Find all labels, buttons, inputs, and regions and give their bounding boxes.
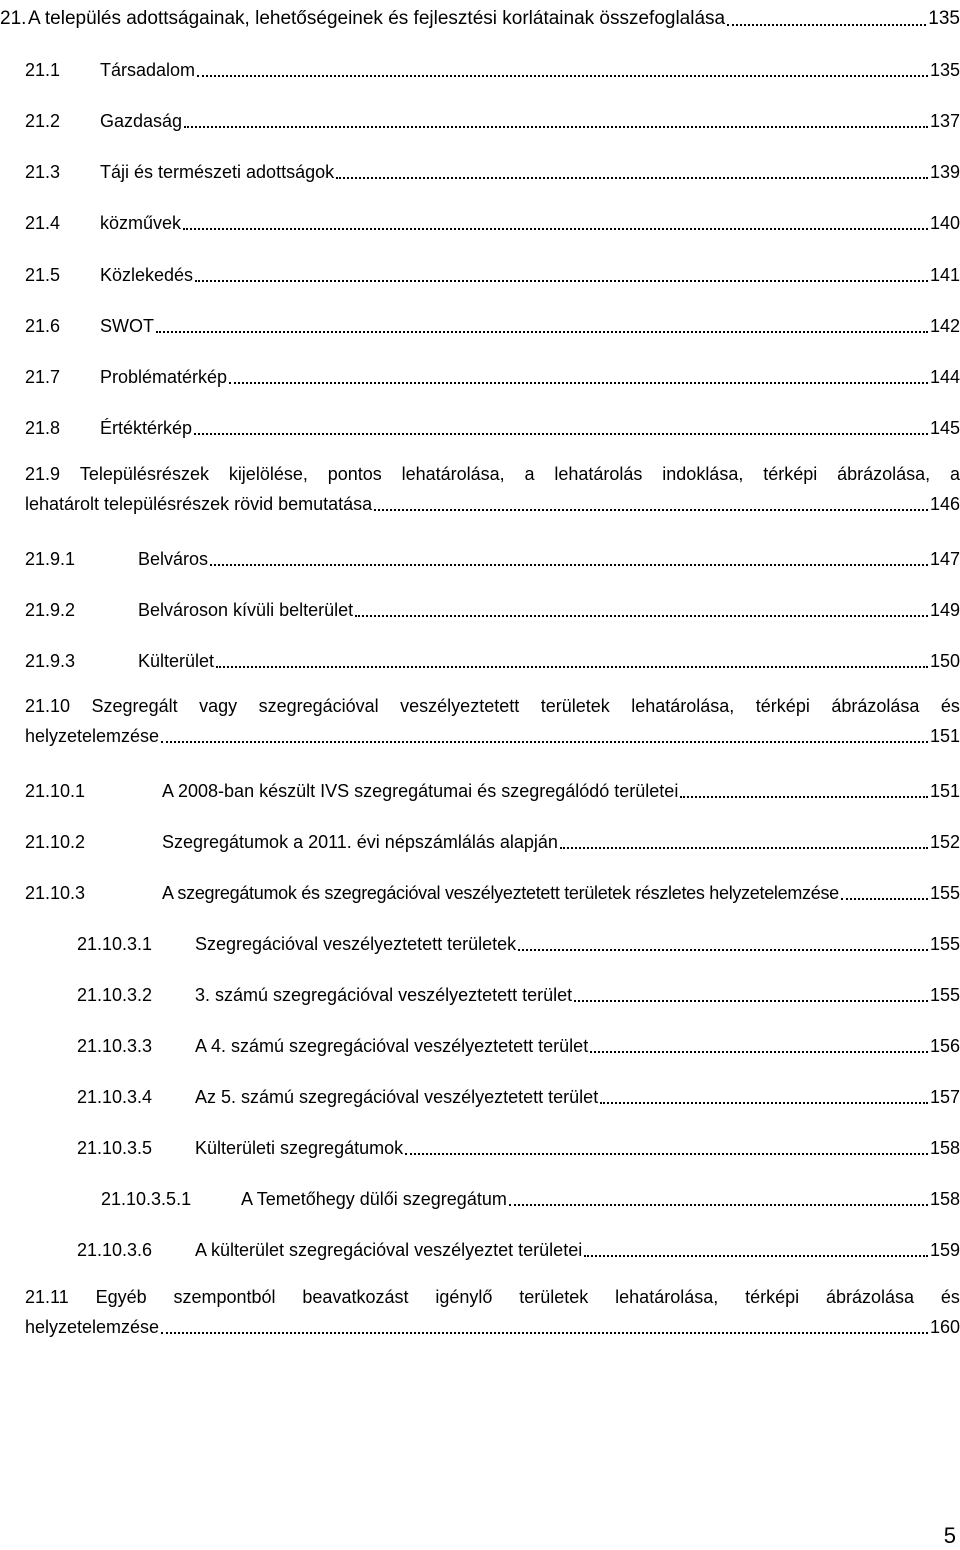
toc-entry-title: közművek [100, 213, 182, 233]
toc-entry-number: 21.9.2 [25, 600, 76, 620]
toc-entry-page: 135 [929, 60, 960, 80]
toc-entry-page: 152 [929, 832, 960, 852]
toc-entry-title: A település adottságainak, lehetőségeinek és fejlesztési korlátainak összefoglalása [28, 8, 726, 29]
toc-entry-number: 21.6 [25, 316, 61, 336]
toc-entry-title-line2 [25, 721, 960, 751]
toc-entry-page: 155 [929, 883, 960, 903]
dot-leader [600, 1101, 928, 1104]
toc-entry-21-6[interactable] [0, 307, 960, 337]
dot-leader [195, 279, 928, 282]
toc-entry-number: 21. [0, 8, 27, 29]
dot-leader [161, 740, 928, 743]
toc-entry-title: Külterület [138, 651, 215, 671]
page-number: 5 [943, 1523, 956, 1548]
toc-entry-number: 21.10.2 [25, 832, 86, 852]
toc-entry-word: és [940, 696, 960, 716]
toc-entry-word: beavatkozást [302, 1287, 409, 1307]
toc-entry-21-10-3-6[interactable] [0, 1231, 960, 1261]
toc-entry-number: 21.9 [25, 464, 61, 484]
toc-entry-page: 147 [929, 549, 960, 569]
toc-entry-number: 21.10.3.5.1 [101, 1189, 192, 1209]
toc-entry-word: a [524, 464, 535, 484]
toc-entry-word: Szegregált [91, 696, 178, 716]
toc-entry-21-10-3-2[interactable] [0, 976, 960, 1006]
toc-entry-title: Az 5. számú szegregációval veszélyeztetett terület [195, 1087, 599, 1107]
toc-entry-number: 21.9.1 [25, 549, 76, 569]
toc-entry-21-8[interactable] [0, 409, 960, 439]
dot-leader [584, 1254, 928, 1257]
dot-leader [405, 1152, 928, 1155]
dot-leader [183, 227, 928, 230]
toc-entry-title-line1 [25, 459, 960, 489]
dot-leader [518, 948, 928, 951]
toc-entry-number: 21.10 [25, 696, 71, 716]
toc-entry-21[interactable] [0, 0, 960, 30]
toc-entry-title: A 4. számú szegregációval veszélyeztetett terület [195, 1036, 589, 1056]
toc-entry-page: 156 [929, 1036, 960, 1056]
toc-entry-21-9-2[interactable] [0, 591, 960, 621]
toc-entry-21-10-3[interactable] [0, 874, 960, 904]
toc-entry-21-9[interactable] [25, 459, 960, 519]
toc-entry-number: 21.9.3 [25, 651, 76, 671]
dot-leader [727, 23, 926, 26]
toc-entry-title: 3. számú szegregációval veszélyeztetett terület [195, 985, 573, 1005]
toc-entry-21-10-3-3[interactable] [0, 1027, 960, 1057]
dot-leader [336, 176, 928, 179]
toc-entry-title-continued: lehatárolt településrészek rövid bemutatása [25, 494, 373, 514]
toc-entry-title-continued: helyzetelemzése [25, 1317, 160, 1337]
toc-entry-21-10-3-5[interactable] [0, 1129, 960, 1159]
toc-entry-21-9-1[interactable] [0, 540, 960, 570]
toc-entry-page: 146 [929, 494, 960, 514]
toc-entry-title: A 2008-ban készült IVS szegregátumai és szegregálódó területei [162, 781, 679, 801]
toc-entry-page: 144 [929, 367, 960, 387]
dot-leader [184, 125, 928, 128]
toc-entry-21-9-3[interactable] [0, 642, 960, 672]
toc-entry-title: SWOT [100, 316, 154, 336]
toc-entry-word: és [940, 1287, 960, 1307]
toc-entry-page: 137 [929, 111, 960, 131]
toc-entry-word: szempontból [173, 1287, 276, 1307]
toc-entry-page: 151 [929, 781, 960, 801]
toc-entry-number: 21.8 [25, 418, 61, 438]
toc-entry-word: lehatárolás [554, 464, 643, 484]
toc-entry-title: Társadalom [100, 60, 196, 80]
toc-entry-title: Közlekedés [100, 265, 194, 285]
dot-leader [509, 1203, 928, 1206]
toc-entry-title: Táji és természeti adottságok [100, 162, 335, 182]
toc-entry-title: Szegregációval veszélyeztetett területek [195, 934, 517, 954]
toc-entry-title: Külterületi szegregátumok [195, 1138, 404, 1158]
toc-entry-word: indoklása, [662, 464, 744, 484]
toc-entry-word: kijelölése, [228, 464, 308, 484]
dot-leader [680, 795, 928, 798]
toc-entry-word: szegregációval [258, 696, 379, 716]
dot-leader [197, 74, 928, 77]
toc-entry-title: A külterület szegregációval veszélyeztet területei [195, 1240, 583, 1260]
toc-entry-number: 21.10.3.3 [77, 1036, 153, 1056]
toc-entry-word: térképi [745, 1287, 800, 1307]
toc-entry-word: ábrázolása [825, 1287, 915, 1307]
toc-entry-page: 158 [929, 1138, 960, 1158]
toc-entry-word: ábrázolása, [837, 464, 931, 484]
dot-leader [590, 1050, 928, 1053]
toc-entry-word: lehatárolása, [401, 464, 505, 484]
toc-entry-word: lehatárolása, [615, 1287, 719, 1307]
dot-leader [574, 999, 928, 1002]
toc-entry-word: a [949, 464, 960, 484]
toc-entry-title: Szegregátumok a 2011. évi népszámlálás alapján [162, 832, 558, 852]
dot-leader [161, 1331, 928, 1334]
toc-entry-page: 151 [929, 726, 960, 746]
toc-entry-page: 158 [929, 1189, 960, 1209]
toc-entry-word: ábrázolása [831, 696, 920, 716]
dot-leader [210, 563, 928, 566]
toc-entry-number: 21.3 [25, 162, 61, 182]
toc-entry-21-11[interactable] [25, 1282, 960, 1342]
toc-entry-number: 21.10.3.5 [77, 1138, 153, 1158]
toc-entry-page: 157 [929, 1087, 960, 1107]
toc-entry-21-3[interactable] [0, 153, 960, 183]
dot-leader [560, 846, 928, 849]
toc-entry-title-line1 [25, 691, 960, 721]
dot-leader [194, 432, 928, 435]
toc-entry-title: A szegregátumok és szegregációval veszélyeztetett területek részletes helyzetelemzése [162, 883, 839, 903]
toc-entry-title-continued: helyzetelemzése [25, 726, 160, 746]
toc-entry-21-10-1[interactable] [0, 772, 960, 802]
toc-entry-21-10-3-4[interactable] [0, 1078, 960, 1108]
toc-entry-21-5[interactable] [0, 256, 960, 286]
toc-entry-number: 21.10.3.2 [77, 985, 153, 1005]
toc-entry-title: Gazdaság [100, 111, 183, 131]
toc-entry-21-10-2[interactable] [0, 823, 960, 853]
toc-entry-number: 21.10.3.6 [77, 1240, 153, 1260]
toc-entry-title-line2 [25, 489, 960, 519]
toc-entry-number: 21.1 [25, 60, 61, 80]
toc-entry-word: igénylő [435, 1287, 493, 1307]
toc-entry-word: területek [540, 696, 610, 716]
toc-entry-21-10-3-1[interactable] [0, 925, 960, 955]
dot-leader [156, 330, 928, 333]
toc-entry-title: Problématérkép [100, 367, 228, 387]
toc-entry-21-7[interactable] [0, 358, 960, 388]
toc-entry-number: 21.11 [25, 1287, 69, 1307]
toc-entry-title: Értéktérkép [100, 418, 193, 438]
toc-entry-word: Egyéb [95, 1287, 147, 1307]
toc-entry-word: Településrészek [79, 464, 209, 484]
dot-leader [216, 665, 928, 668]
dot-leader [841, 897, 928, 900]
toc-entry-word: térképi [763, 464, 818, 484]
toc-entry-word: lehatárolása, [631, 696, 735, 716]
toc-entry-number: 21.7 [25, 367, 61, 387]
toc-entry-page: 145 [929, 418, 960, 438]
toc-entry-page: 160 [929, 1317, 960, 1337]
toc-entry-page: 155 [929, 934, 960, 954]
toc-entry-21-1[interactable] [0, 51, 960, 81]
toc-entry-page: 141 [929, 265, 960, 285]
toc-entry-number: 21.10.3 [25, 883, 86, 903]
toc-entry-title-line1 [25, 1282, 960, 1312]
toc-entry-page: 155 [929, 985, 960, 1005]
toc-entry-title: Belváros [138, 549, 209, 569]
toc-entry-title-line2 [25, 1312, 960, 1342]
toc-entry-word: vagy [199, 696, 238, 716]
toc-entry-21-10-3-5-1[interactable] [0, 1180, 960, 1210]
toc-entry-page: 150 [929, 651, 960, 671]
toc-entry-word: pontos [327, 464, 382, 484]
toc-entry-page: 140 [929, 213, 960, 233]
toc-entry-number: 21.5 [25, 265, 61, 285]
toc-entry-21-4[interactable] [0, 204, 960, 234]
toc-entry-title: Belvároson kívüli belterület [138, 600, 354, 620]
toc-entry-word: térképi [755, 696, 810, 716]
toc-entry-page: 159 [929, 1240, 960, 1260]
toc-entry-21-10[interactable] [25, 691, 960, 751]
toc-entry-number: 21.2 [25, 111, 61, 131]
dot-leader [355, 614, 928, 617]
toc-entry-word: veszélyeztetett [400, 696, 520, 716]
toc-entry-21-2[interactable] [0, 102, 960, 132]
toc-entry-word: területek [519, 1287, 589, 1307]
toc-entry-title: A Temetőhegy dülői szegregátum [241, 1189, 507, 1209]
toc-entry-number: 21.10.3.4 [77, 1087, 153, 1107]
toc-entry-page: 142 [929, 316, 960, 336]
dot-leader [229, 381, 928, 384]
toc-entry-page: 149 [929, 600, 960, 620]
dot-leader [374, 508, 928, 511]
toc-entry-page: 135 [928, 8, 960, 29]
toc-entry-number: 21.10.3.1 [77, 934, 153, 954]
toc-entry-number: 21.10.1 [25, 781, 86, 801]
toc-entry-number: 21.4 [25, 213, 61, 233]
toc-entry-page: 139 [929, 162, 960, 182]
